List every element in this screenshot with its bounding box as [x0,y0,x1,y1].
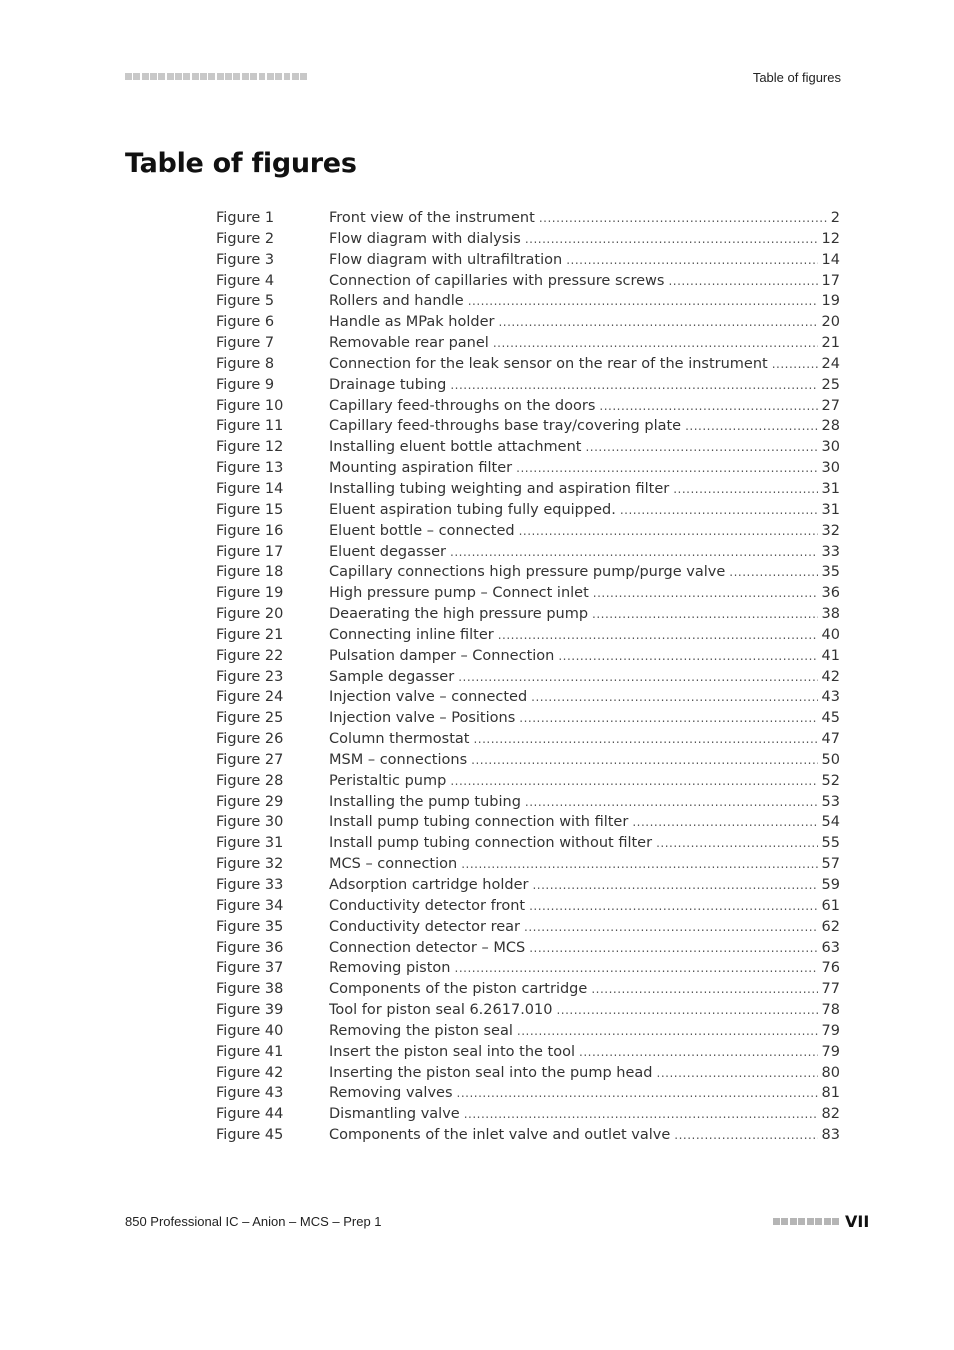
figure-page-number: 61 [821,897,840,914]
figure-title: Drainage tubing [329,376,447,393]
figure-page-number: 20 [821,314,840,331]
figure-title: Deaerating the high pressure pump [329,606,589,623]
figure-label: Figure 32 [216,856,284,873]
page-title: Table of figures [125,148,357,179]
dot-leader [579,1042,818,1063]
figure-page-number: 81 [821,1085,840,1102]
figure-label: Figure 4 [216,272,275,289]
figure-title: Removable rear panel [329,335,489,352]
figure-entry [329,271,840,292]
figure-title: MCS – connection [329,856,458,873]
toc-entry[interactable] [216,1042,840,1063]
dot-leader [517,1021,818,1042]
dot-leader [585,437,817,458]
figure-page-number: 54 [821,814,840,831]
toc-entry[interactable] [216,396,840,417]
figure-entry [329,938,840,959]
dot-leader [498,625,818,646]
figure-label: Figure 17 [216,543,284,560]
toc-entry[interactable] [216,604,840,625]
figure-entry [329,1125,840,1146]
dot-leader [450,771,817,792]
figure-label: Figure 44 [216,1106,284,1123]
figure-entry [329,646,840,667]
dot-leader [525,229,818,250]
dot-leader [539,208,827,229]
figure-title: Removing valves [329,1085,453,1102]
figure-page-number: 25 [821,376,840,393]
toc-entry[interactable] [216,354,840,375]
figure-entry [329,333,840,354]
toc-entry[interactable] [216,458,840,479]
figure-title: Peristaltic pump [329,772,447,789]
figure-title: Dismantling valve [329,1106,460,1123]
figure-title: Connecting inline filter [329,626,494,643]
figure-label: Figure 11 [216,418,284,435]
figure-page-number: 79 [821,1043,840,1060]
footer-document-title: 850 Professional IC – Anion – MCS – Prep 1 [125,1214,382,1229]
figure-label: Figure 29 [216,793,284,810]
figure-page-number: 40 [821,626,840,643]
figure-title: Conductivity detector front [329,897,526,914]
toc-entry[interactable] [216,312,840,333]
figure-label: Figure 5 [216,293,275,310]
toc-entry[interactable] [216,1104,840,1125]
header-decoration-bar [125,73,307,80]
figure-page-number: 12 [821,230,840,247]
toc-entry[interactable] [216,271,840,292]
figure-title: High pressure pump – Connect inlet [329,585,589,602]
figure-entry [329,1021,840,1042]
figure-label: Figure 43 [216,1085,284,1102]
toc-entry[interactable] [216,562,840,583]
dot-leader [591,979,817,1000]
figure-page-number: 21 [821,335,840,352]
figure-title: Flow diagram with ultrafiltration [329,251,563,268]
figure-label: Figure 13 [216,460,284,477]
figure-page-number: 42 [821,668,840,685]
toc-entry[interactable] [216,646,840,667]
figure-page-number: 24 [821,355,840,372]
figure-title: Components of the inlet valve and outlet valve [329,1127,671,1144]
figure-label: Figure 45 [216,1127,284,1144]
figure-title: Installing tubing weighting and aspiration filter [329,480,670,497]
figure-title: Injection valve – Positions [329,710,516,727]
dot-leader [493,333,818,354]
figure-label: Figure 30 [216,814,284,831]
figure-label: Figure 37 [216,960,284,977]
toc-entry[interactable] [216,750,840,771]
figure-page-number: 53 [821,793,840,810]
figure-label: Figure 26 [216,731,284,748]
figure-page-number: 77 [821,981,840,998]
toc-entry[interactable] [216,792,840,813]
figure-page-number: 31 [821,480,840,497]
figure-title: Pulsation damper – Connection [329,647,555,664]
figure-entry [329,208,840,229]
figure-page-number: 30 [821,460,840,477]
dot-leader [498,312,817,333]
figure-entry [329,604,840,625]
dot-leader [529,938,817,959]
figure-page-number: 43 [821,689,840,706]
figure-label: Figure 20 [216,606,284,623]
figure-entry [329,896,840,917]
figure-title: Components of the piston cartridge [329,981,588,998]
figure-title: Tool for piston seal 6.2617.010 [329,1002,553,1019]
figure-page-number: 50 [821,751,840,768]
figure-title: Rollers and handle [329,293,464,310]
dot-leader [525,792,818,813]
figure-entry [329,396,840,417]
figure-label: Figure 1 [216,210,275,226]
toc-entry[interactable] [216,854,840,875]
dot-leader [516,458,817,479]
figure-entry [329,1083,840,1104]
figure-label: Figure 8 [216,355,275,372]
figure-label: Figure 35 [216,918,284,935]
figure-page-number: 2 [830,210,840,226]
figure-page-number: 36 [821,585,840,602]
figure-entry [329,1042,840,1063]
figure-title: Install pump tubing connection without filter [329,835,653,852]
toc-entry[interactable] [216,437,840,458]
toc-entry[interactable] [216,625,840,646]
figure-page-number: 80 [821,1064,840,1081]
dot-leader [457,1083,818,1104]
toc-entry[interactable] [216,479,840,500]
figure-label: Figure 39 [216,1002,284,1019]
figure-entry [329,979,840,1000]
dot-leader [685,416,817,437]
figure-entry [329,854,840,875]
figure-label: Figure 16 [216,522,284,539]
figure-label: Figure 38 [216,981,284,998]
dot-leader [450,375,817,396]
toc-entry[interactable] [216,208,840,229]
figure-entry [329,416,840,437]
header-section-title: Table of figures [752,70,841,85]
figure-title: Installing eluent bottle attachment [329,439,582,456]
figure-entry [329,354,840,375]
toc-entry[interactable] [216,687,840,708]
figure-label: Figure 23 [216,668,284,685]
toc-entry[interactable] [216,250,840,271]
dot-leader [558,646,817,667]
figure-entry [329,521,840,542]
dot-leader [772,354,818,375]
dot-leader [668,271,817,292]
toc-entry[interactable] [216,979,840,1000]
figure-page-number: 31 [821,501,840,518]
figure-page-number: 47 [821,731,840,748]
toc-entry[interactable] [216,1063,840,1084]
figure-title: Connection of capillaries with pressure screws [329,272,665,289]
figure-label: Figure 6 [216,314,275,331]
figure-page-number: 45 [821,710,840,727]
figure-entry [329,291,840,312]
toc-entry[interactable] [216,500,840,521]
figure-entry [329,542,840,563]
figure-page-number: 57 [821,856,840,873]
figure-page-number: 82 [821,1106,840,1123]
figure-label: Figure 28 [216,772,284,789]
dot-leader [729,562,817,583]
figure-title: Sample degasser [329,668,455,685]
figure-page-number: 55 [821,835,840,852]
dot-leader [657,1063,818,1084]
figure-page-number: 62 [821,918,840,935]
figure-title: Insert the piston seal into the tool [329,1043,575,1060]
figure-title: Capillary feed-throughs base tray/covering plate [329,418,682,435]
figure-page-number: 78 [821,1002,840,1019]
figure-title: Eluent bottle – connected [329,522,515,539]
figure-label: Figure 15 [216,501,284,518]
figure-title: Removing the piston seal [329,1022,513,1039]
toc-entry[interactable] [216,875,840,896]
table-of-figures-list [216,208,840,1146]
footer-decoration-bar [773,1218,839,1225]
figure-title: Injection valve – connected [329,689,528,706]
figure-entry [329,312,840,333]
figure-title: Connection for the leak sensor on the rear of the instrument [329,355,768,372]
toc-entry[interactable] [216,833,840,854]
figure-title: Install pump tubing connection with filter [329,814,629,831]
figure-label: Figure 42 [216,1064,284,1081]
figure-entry [329,562,840,583]
dot-leader [556,1000,817,1021]
toc-entry[interactable] [216,1021,840,1042]
dot-leader [531,687,817,708]
figure-entry [329,500,840,521]
figure-page-number: 19 [821,293,840,310]
figure-label: Figure 22 [216,647,284,664]
toc-entry[interactable] [216,958,840,979]
figure-page-number: 76 [821,960,840,977]
figure-title: MSM – connections [329,751,468,768]
figure-page-number: 33 [821,543,840,560]
figure-label: Figure 12 [216,439,284,456]
figure-page-number: 28 [821,418,840,435]
figure-label: Figure 41 [216,1043,284,1060]
figure-entry [329,687,840,708]
figure-title: Eluent aspiration tubing fully equipped. [329,501,616,518]
figure-page-number: 63 [821,939,840,956]
figure-title: Capillary feed-throughs on the doors [329,397,596,414]
figure-label: Figure 33 [216,877,284,893]
figure-entry [329,750,840,771]
figure-entry [329,917,840,938]
figure-title: Adsorption cartridge holder [329,877,529,893]
figure-title: Conductivity detector rear [329,918,520,935]
toc-entry[interactable] [216,917,840,938]
toc-entry[interactable] [216,938,840,959]
figure-page-number: 32 [821,522,840,539]
dot-leader [599,396,817,417]
figure-label: Figure 36 [216,939,284,956]
dot-leader [464,1104,818,1125]
figure-title: Installing the pump tubing [329,793,521,810]
figure-title: Capillary connections high pressure pump/purge valve [329,564,726,581]
figure-label: Figure 21 [216,626,284,643]
figure-label: Figure 27 [216,751,284,768]
dot-leader [566,250,817,271]
toc-entry[interactable] [216,521,840,542]
dot-leader [674,1125,817,1146]
figure-page-number: 83 [821,1127,840,1144]
figure-entry [329,833,840,854]
figure-title: Inserting the piston seal into the pump head [329,1064,653,1081]
figure-label: Figure 10 [216,397,284,414]
figure-entry [329,250,840,271]
figure-label: Figure 25 [216,710,284,727]
toc-entry[interactable] [216,1000,840,1021]
figure-title: Connection detector – MCS [329,939,526,956]
figure-entry [329,667,840,688]
toc-entry[interactable] [216,771,840,792]
figure-page-number: 30 [821,439,840,456]
figure-label: Figure 3 [216,251,275,268]
toc-entry[interactable] [216,333,840,354]
figure-title: Mounting aspiration filter [329,460,513,477]
figure-title: Handle as MPak holder [329,314,495,331]
figure-entry [329,875,840,896]
toc-entry[interactable] [216,708,840,729]
figure-page-number: 52 [821,772,840,789]
toc-entry[interactable] [216,375,840,396]
footer-page-number: VII [845,1212,870,1231]
figure-label: Figure 19 [216,585,284,602]
figure-entry [329,583,840,604]
dot-leader [632,812,817,833]
dot-leader [458,667,817,688]
figure-entry [329,1104,840,1125]
figure-title: Removing piston [329,960,451,977]
dot-leader [473,729,817,750]
toc-entry[interactable] [216,1083,840,1104]
figure-title: Flow diagram with dialysis [329,230,521,247]
figure-label: Figure 31 [216,835,284,852]
figure-entry [329,812,840,833]
figure-entry [329,625,840,646]
toc-entry[interactable] [216,812,840,833]
toc-entry[interactable] [216,896,840,917]
figure-entry [329,792,840,813]
dot-leader [673,479,817,500]
figure-label: Figure 34 [216,897,284,914]
dot-leader [519,521,818,542]
dot-leader [519,708,817,729]
figure-entry [329,437,840,458]
dot-leader [592,604,818,625]
figure-page-number: 27 [821,397,840,414]
toc-entry[interactable] [216,229,840,250]
toc-entry[interactable] [216,729,840,750]
toc-entry[interactable] [216,291,840,312]
figure-label: Figure 7 [216,335,275,352]
figure-entry [329,1063,840,1084]
figure-page-number: 38 [821,606,840,623]
figure-entry [329,375,840,396]
dot-leader [461,854,817,875]
dot-leader [468,291,818,312]
figure-entry [329,708,840,729]
dot-leader [656,833,817,854]
figure-entry [329,458,840,479]
toc-entry[interactable] [216,542,840,563]
figure-page-number: 79 [821,1022,840,1039]
figure-title: Eluent degasser [329,543,446,560]
toc-entry[interactable] [216,583,840,604]
figure-label: Figure 18 [216,564,284,581]
figure-page-number: 41 [821,647,840,664]
toc-entry[interactable] [216,667,840,688]
figure-entry [329,729,840,750]
figure-label: Figure 14 [216,480,284,497]
dot-leader [593,583,818,604]
figure-title: Column thermostat [329,731,470,748]
figure-label: Figure 9 [216,376,275,393]
dot-leader [455,958,818,979]
figure-entry [329,1000,840,1021]
figure-title: Front view of the instrument [329,210,535,226]
figure-label: Figure 24 [216,689,284,706]
dot-leader [524,917,818,938]
figure-page-number: 14 [821,251,840,268]
figure-page-number: 35 [821,564,840,581]
dot-leader [532,875,817,896]
figure-entry [329,958,840,979]
toc-entry[interactable] [216,416,840,437]
figure-label: Figure 40 [216,1022,284,1039]
dot-leader [529,896,817,917]
figure-entry [329,229,840,250]
figure-page-number: 59 [821,877,840,893]
figure-label: Figure 2 [216,230,275,247]
figure-entry [329,479,840,500]
dot-leader [620,500,818,521]
dot-leader [450,542,818,563]
toc-entry[interactable] [216,1125,840,1146]
figure-page-number: 17 [821,272,840,289]
dot-leader [471,750,817,771]
figure-entry [329,771,840,792]
